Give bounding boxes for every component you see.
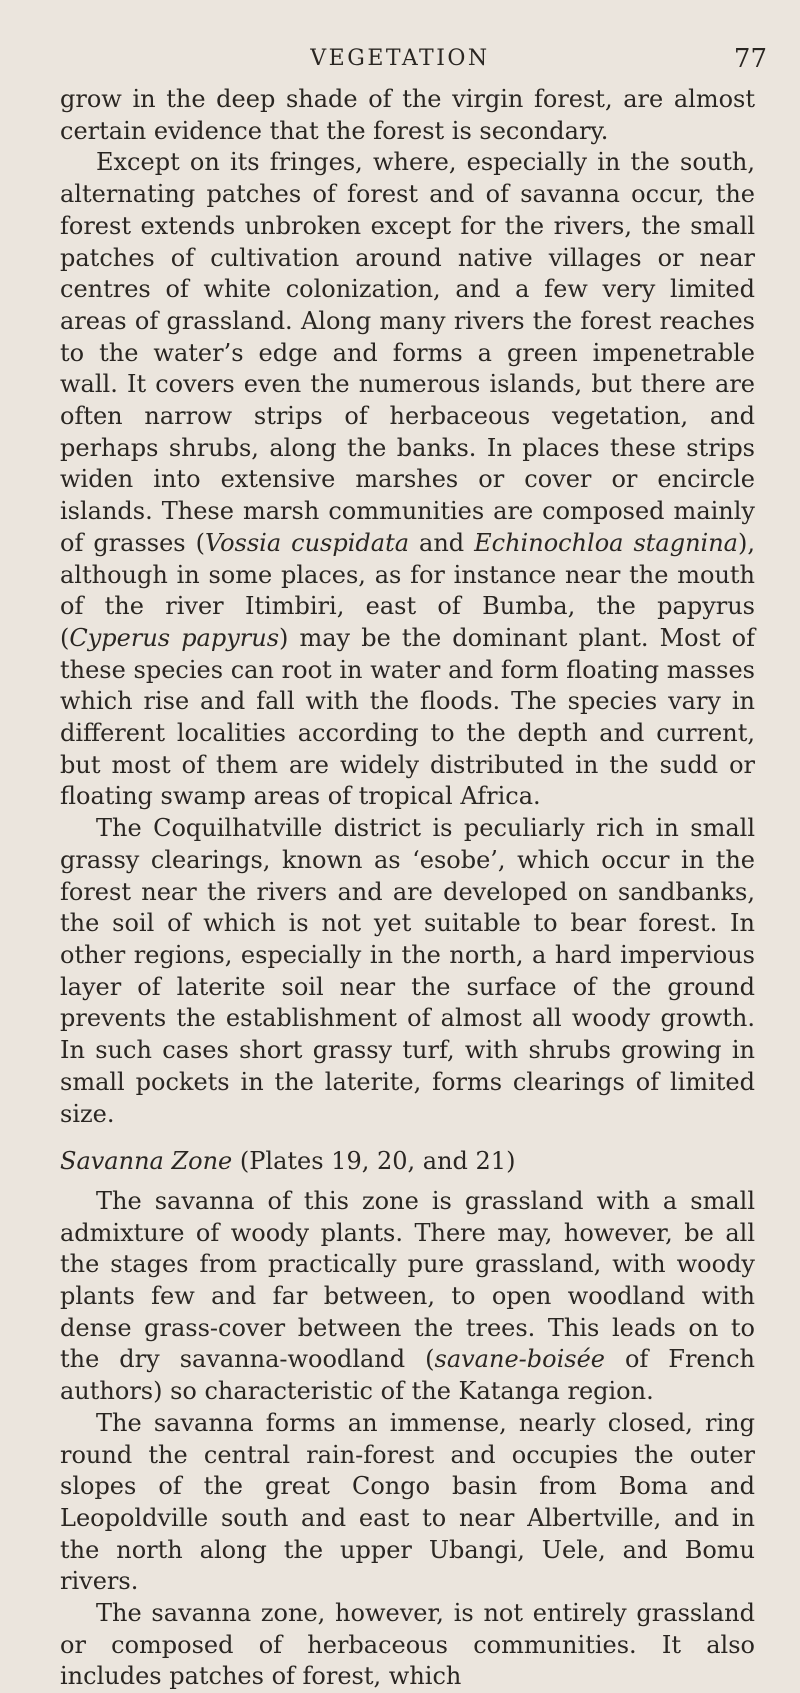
running-head <box>0 44 800 84</box>
text-run: Except on its fringes, where, especially in the south, alternating patches of forest and of savanna occur, the forest extends unbroken except for the rivers, the small patches of cultivation around native villages or near centres of white colonization, and a few very limited areas of grassland. Along many rivers the forest reaches to the water’s edge and forms a green impenetrable wall. It covers even the numerous islands, but there are often narrow strips of herbaceous vegetation, and perhaps shrubs, along the banks. In places these strips widen into extensive marshes or cover or encircle islands. These marsh communities are composed mainly of grasses ( <box>60 148 755 557</box>
paragraph-continuation: grow in the deep shade of the virgin forest, are almost certain evidence that the forest is secondary. <box>60 85 755 145</box>
paragraph-savanna-ring: The savanna forms an immense, nearly closed, ring round the central rain-forest and occupies the outer slopes of the great Congo basin from Boma and Leopoldville south and east to near Albertville, and in the north along the upper Ubangi, Uele, and Bomu rivers. <box>60 1408 755 1596</box>
text-run: ) may be the dominant plant. Most of these species can root in water and form floating masses which rise and fall with the floods. The species vary in different localities according to the depth and current, but most of them are widely distributed in the sudd or floating swamp areas of tropical Africa. <box>60 623 756 811</box>
paragraph-savanna-description <box>60 1186 755 1408</box>
paragraph-coquilhatville: The Coquilhatville district is peculiarly rich in small grassy clearings, known as ‘esobe’, which occur in the forest near the rivers and are developed on sandbanks, the soil of which is not yet suitable to bear forest. In other regions, especially in the north, a hard impervious layer of laterite soil near the surface of the ground prevents the establishment of almost all woody growth. In such cases short grassy turf, with shrubs growing in small pockets in the laterite, forms clearings of limited size. <box>60 814 755 1128</box>
running-head-title: VEGETATION <box>310 46 490 71</box>
body-text <box>60 84 755 1693</box>
species-name-cyperus: Cyperus papyrus <box>69 623 280 652</box>
text-run: The savanna of this zone is grassland with a small admixture of woody plants. There may, however, be all the stages from practically pure grassland, with woody plants few and far between, to open woodland with dense grass-cover between the trees. This leads on to the dry savanna-woodland ( <box>60 1186 755 1374</box>
section-heading-title: Savanna Zone <box>60 1147 233 1176</box>
text-run: ), although in some places, as for instance near the mouth of the river Itimbiri, east of Bumba, the papyrus ( <box>60 528 755 652</box>
french-term: savane-boisée <box>434 1345 605 1374</box>
species-name-vossia: Vossia cuspidata <box>204 528 410 557</box>
species-name-echinochloa: Echinochloa stagnina <box>474 528 738 557</box>
text-run: and <box>409 528 475 557</box>
paragraph-savanna-patches: The savanna zone, however, is not entirely grassland or composed of herbaceous communities. It also includes patches of forest, which <box>60 1599 755 1691</box>
text-run: of French authors) so characteristic of the Katanga region. <box>60 1345 755 1406</box>
paragraph-forest-extent <box>60 147 755 813</box>
page-number: 77 <box>733 44 767 74</box>
section-heading-savanna-zone <box>60 1146 755 1178</box>
section-heading-plates: (Plates 19, 20, and 21) <box>232 1147 516 1176</box>
